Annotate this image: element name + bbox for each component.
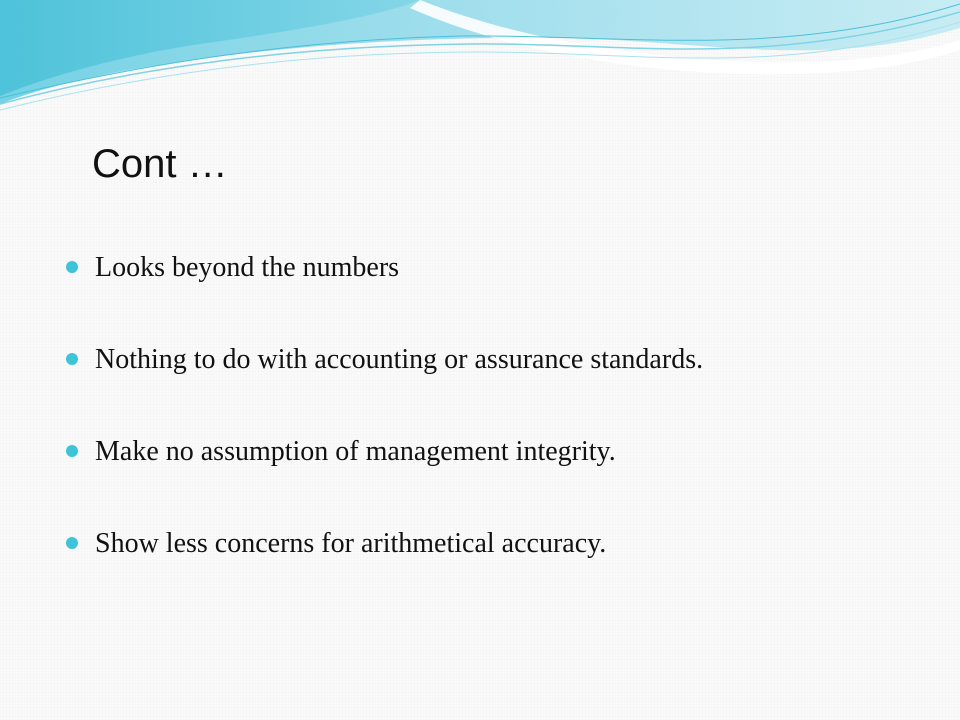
bullet-item bbox=[66, 338, 703, 430]
bullet-dot-icon bbox=[66, 353, 78, 365]
bullet-list bbox=[66, 246, 703, 614]
bullet-text: Looks beyond the numbers bbox=[95, 252, 400, 283]
bullet-text: Show less concerns for arithmetical accuracy. bbox=[95, 528, 607, 559]
bullet-dot-icon bbox=[66, 445, 78, 457]
bullet-text: Nothing to do with accounting or assurance standards. bbox=[95, 344, 704, 375]
bullet-item bbox=[66, 246, 703, 338]
bullet-item bbox=[66, 430, 703, 522]
bullet-item bbox=[66, 522, 703, 614]
bullet-dot-icon bbox=[66, 261, 78, 273]
decorative-wave-header bbox=[0, 0, 960, 120]
bullet-text: Make no assumption of management integrity. bbox=[95, 436, 616, 467]
bullet-dot-icon bbox=[66, 537, 78, 549]
slide-title: Cont … bbox=[92, 142, 228, 186]
